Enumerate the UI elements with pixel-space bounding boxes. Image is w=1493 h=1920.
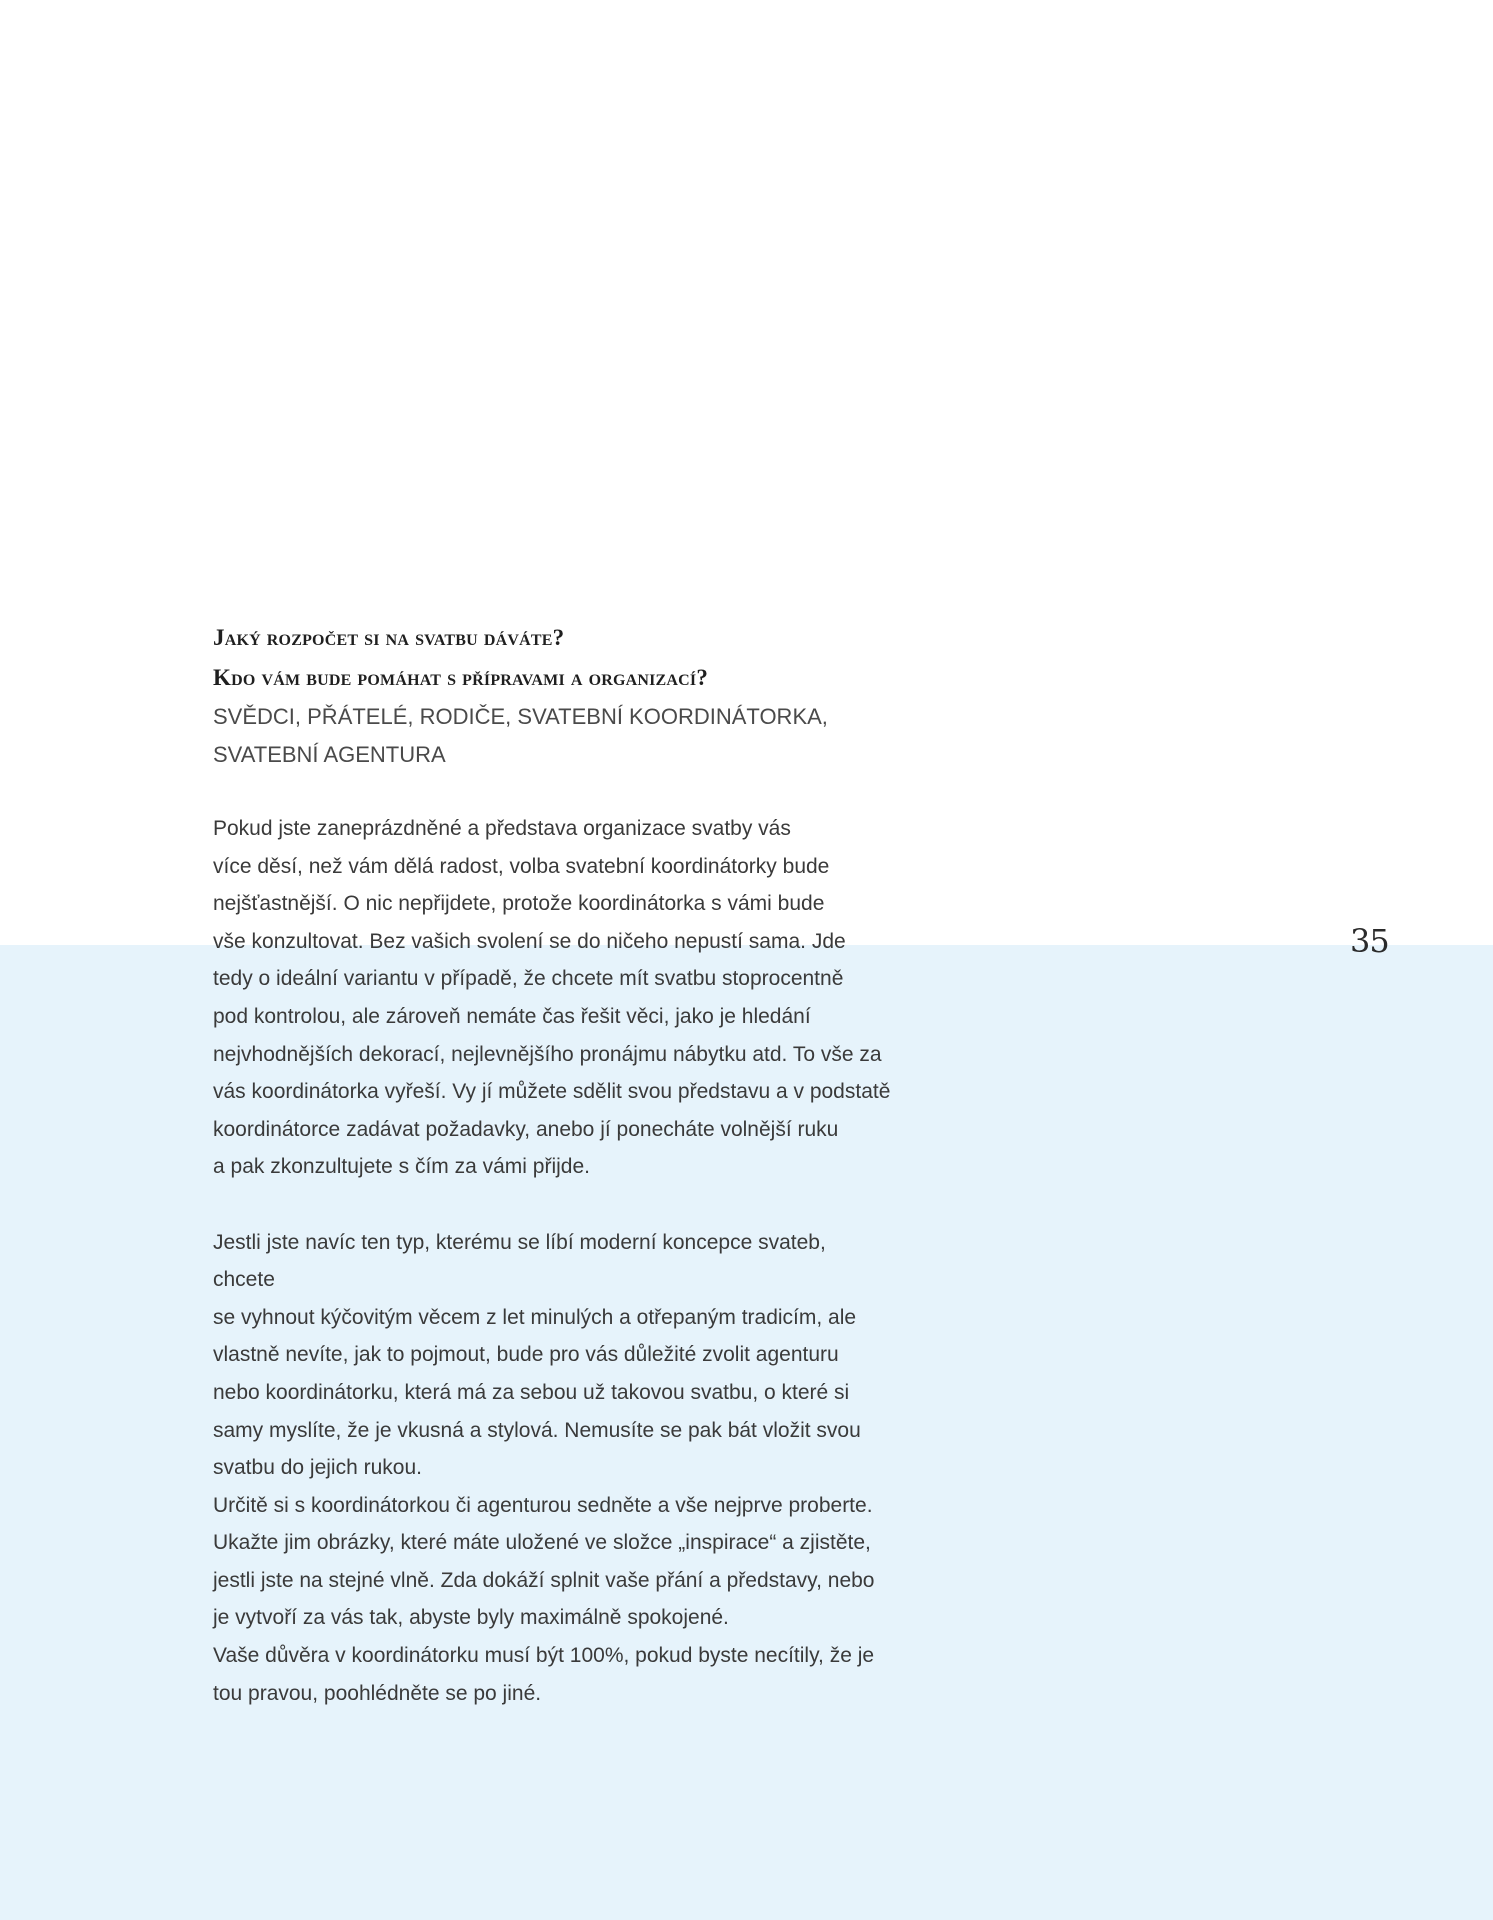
- paragraph-modern-concept: Jestli jste navíc ten typ, kterému se líbí moderní koncepce svateb, chcete se vyhnout kýčovitým věcem z let minulých a otřepaným tradicím, ale vlastně nevíte, jak to pojmout, bude pro vás důležité zvolit agenturu nebo koordinátorku, která má za sebou už takovou svatbu, o které si samy myslíte, že je vkusná a stylová. Nemusíte se pak bát vložit svou svatbu do jejich rukou.: [213, 1230, 861, 1480]
- paragraph-meeting: Určitě si s koordinátorkou či agenturou sedněte a vše nejprve proberte. Ukažte jim obrázky, které máte uložené ve složce „inspirace“ a zjistěte, jestli jste na stejné vlně. Zda dokáží splnit vaše přání a představy, nebo je vytvoří za vás tak, abyste byly maximálně spokojené.: [213, 1493, 875, 1630]
- paragraph-coordinator: Pokud jste zaneprázdněné a představa organizace svatby vás více děsí, než vám dělá radost, volba svatební koordinátorky bude nejšťastnější. O nic nepřijdete, protože koordinátorka s vámi bude vše konzultovat. Bez vašich svolení se do ničeho nepustí sama. Jde tedy o ideální variantu v případě, že chcete mít svatbu stoprocentně pod kontrolou, ale zároveň nemáte čas řešit věci, jako je hledání nejvhodnějších dekorací, nejlevnějšího pronájmu nábytku atd. To vše za vás koordinátorka vyřeší. Vy jí můžete sdělit svou představu a v podstatě koordinátorce zadávat požadavky, anebo jí ponecháte volnější ruku a pak zkonzultujete s čím za vámi přijde.: [213, 817, 891, 1179]
- helpers-question-heading: Kdo vám bude pomáhat s přípravami a organizací?: [213, 665, 709, 690]
- budget-question-heading: Jaký rozpočet si na svatbu dáváte?: [213, 625, 565, 650]
- page-number: 35: [1350, 922, 1389, 960]
- helpers-list: SVĚDCI, PŘÁTELÉ, RODIČE, SVATEBNÍ KOORDINÁTORKA, SVATEBNÍ AGENTURA: [213, 704, 828, 767]
- article-body: [213, 618, 893, 1712]
- paragraph-trust: Vaše důvěra v koordinátorku musí být 100%, pokud byste necítily, že je tou pravou, poohlédněte se po jiné.: [213, 1644, 875, 1705]
- paragraph-spacer: [213, 1186, 893, 1224]
